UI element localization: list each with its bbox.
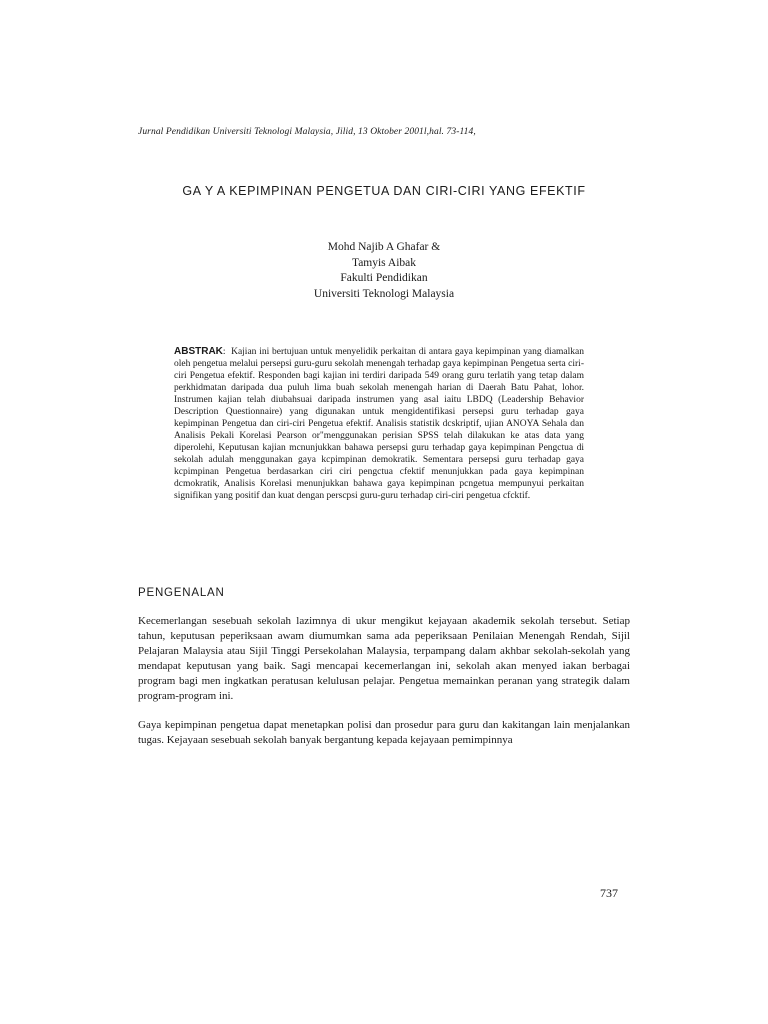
abstract [174, 346, 584, 502]
abstract-colon: : [222, 347, 232, 357]
page-number: 737 [600, 886, 618, 900]
section-heading: PENGENALAN [138, 587, 225, 599]
body-paragraph: Gaya kepimpinan pengetua dapat menetapkan polisi dan prosedur para guru dan kakitangan lain menjalankan tugas. Kejayaan sesebuah sekolah banyak bergantung kepada kejayaan pemimpinnya [138, 719, 630, 747]
paper-title: GA Y A KEPIMPINAN PENGETUA DAN CIRI-CIRI YANG EFEKTIF [182, 184, 586, 198]
journal-citation: Jurnal Pendidikan Universiti Teknologi Malaysia, Jilid, 13 Oktober 2001l,hal. 73-114, [138, 127, 476, 137]
author-line: Tamyis Aibak [351, 256, 417, 269]
author-block [200, 240, 568, 302]
author-line: Mohd Najib A Ghafar & [327, 241, 441, 253]
abstract-text: Kajian ini bertujuan untuk menyelidik perkaitan di antara gaya kepimpinan yang diamalkan oleh pengetua melalui persepsi guru-guru sekolah menengah terhadap gaya kepimpinan Pengetua serta ciri-ciri Pengetua efektif. Responden bagi kajian ini terdiri daripada 549 orang guru terlatih yang tetap dalam perkhidmatan daripada dua puluh lima buah sekolah menengah harian di Daerah Batu Pahat, lohor. Instrumen kajian telah diubahsuai daripada instrumen yang asal iaitu LBDQ (Leadership Behavior Description Questionnaire) yang digunakan untuk mengidentifikasi persepsi guru terhadap gaya kepimpinan Pengetua dan ciri-ciri Pengetua efektif. Analisis statistik dcskriptif, ujian ANOYA Sehala dan Analisis Pekali Korelasi Pearson or"menggunakan perisian SPSS telah dilakukan ke atas data yang diperolehi, Keputusan kajian mcnunjukkan bahawa persepsi guru terhadap gaya kepimpinan Pengctua di sekolah adulah menggunakan gaya kcpimpinan demokratik. Sementara persepsi guru terhadap gaya kcpimpinan Pengetua berdasarkan ciri ciri pengctua cfektif menunjukkan pada gaya kepimpinan dcmokratik, Analisis Korelasi menunjukkan bahawa gaya kepimpinan pcngetua mempunyui perkaitan signifikan yang positif dan kuat dengan perscpsi guru-guru terhadap ciri-ciri pengetua cfcktif. [174, 347, 584, 501]
abstract-label: ABSTRAK [174, 346, 223, 357]
affiliation-line: Fakulti Pendidikan [340, 272, 428, 284]
body-paragraph: Kecemerlangan sesebuah sekolah lazimnya di ukur mengikut kejayaan akademik sekolah tersebut. Setiap tahun, keputusan peperiksaan awam diumumkan sama ada peperiksaan Penilaian Menengah Rendah, Sijil Pelajaran Malaysia atau Sijil Tinggi Persekolahan Malaysia, terpampang dalam akhbar sekolah-sekolah yang mendapat keputusan yang baik. Sagi mencapai kecemerlangan ini, sekolah akan menyed iakan berbagai program bagi men ingkatkan peratusan kelulusan pelajar. Pengetua memainkan peranan yang strategik dalam program-program ini. [138, 615, 630, 703]
affiliation-line: Universiti Teknologi Malaysia [313, 287, 455, 300]
